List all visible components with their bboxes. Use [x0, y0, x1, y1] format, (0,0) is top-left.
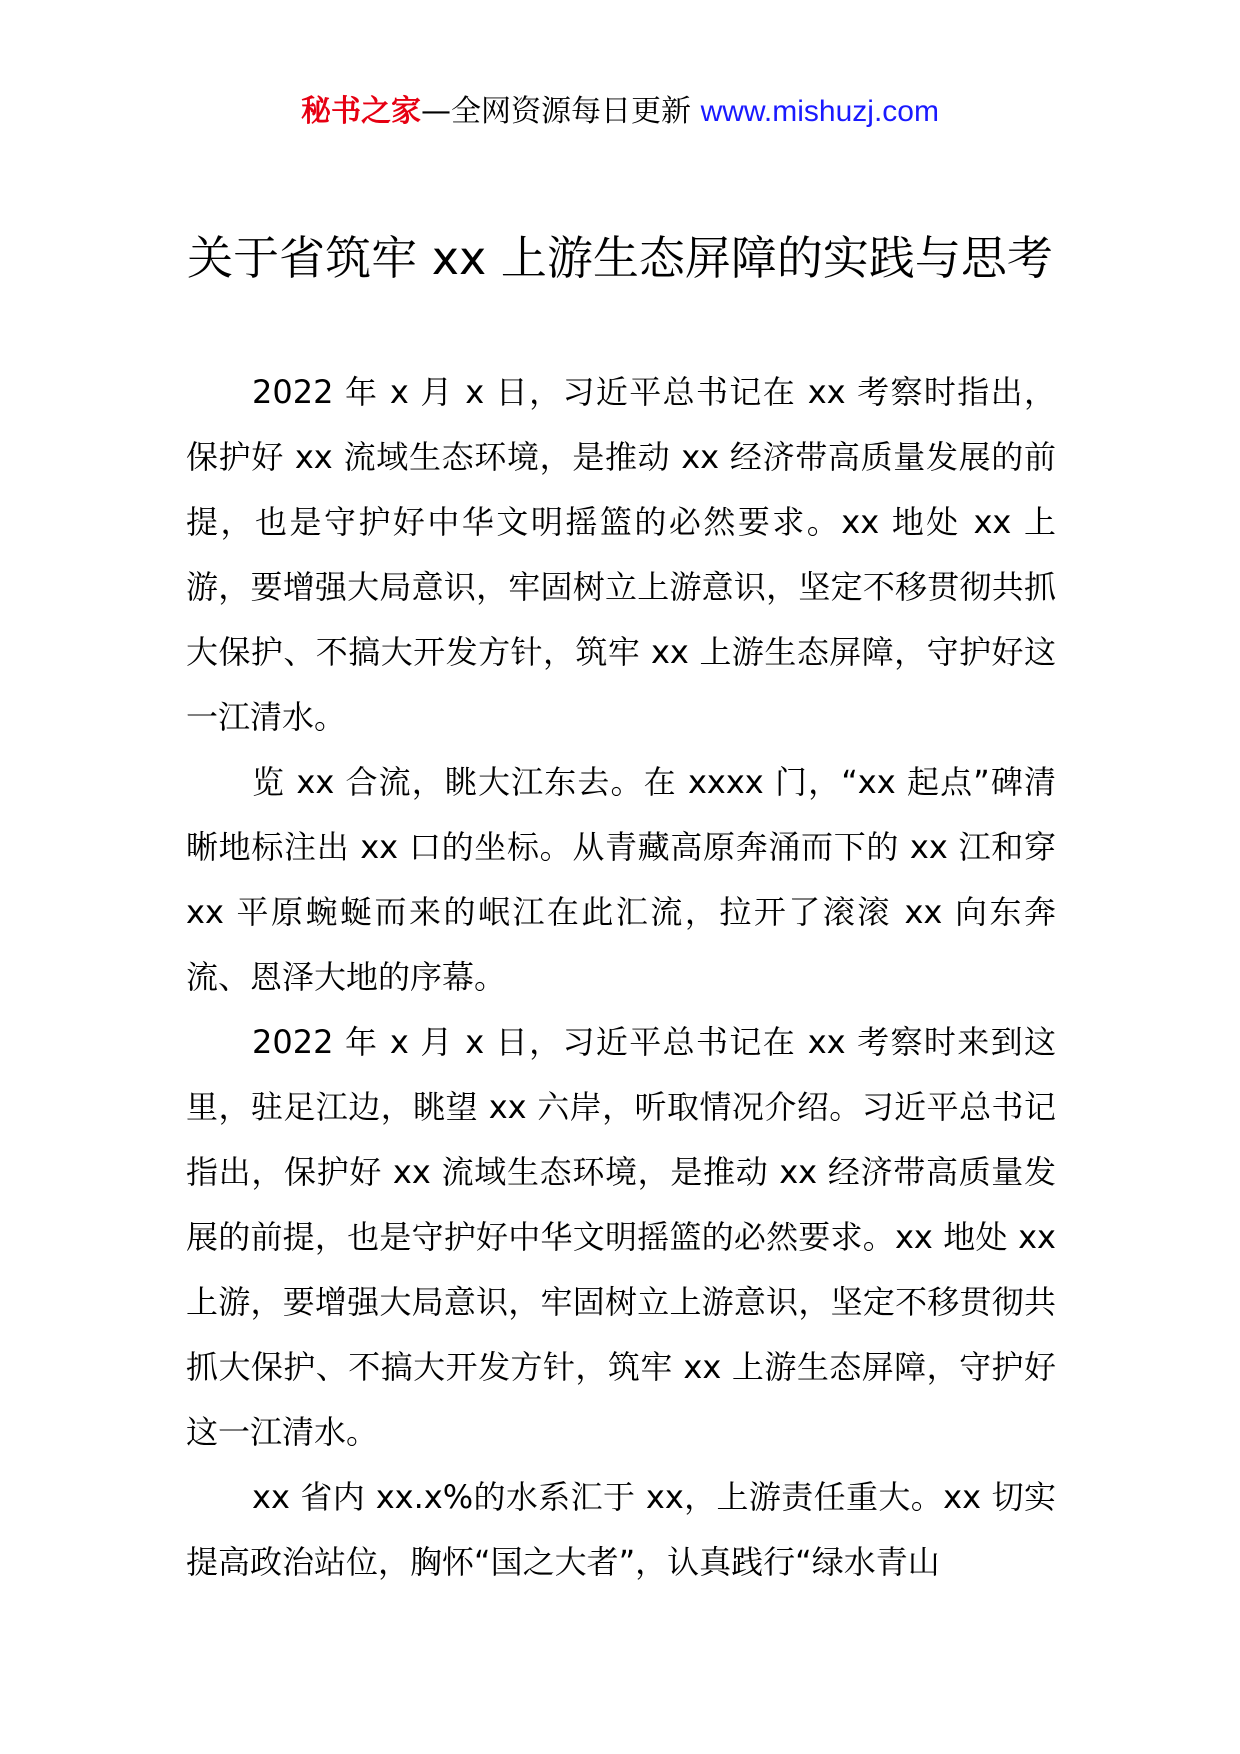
document-title: 关于省筑牢 xx 上游生态屏障的实践与思考	[187, 231, 1053, 285]
site-slogan: —全网资源每日更新	[421, 94, 692, 129]
paragraph: 2022 年 x 月 x 日，习近平总书记在 xx 考察时指出，保护好 xx 流域生态环境，是推动 xx 经济带高质量发展的前提，也是守护好中华文明摇篮的必然要求。xx 地处 xx 上游，要增强大局意识，牢固树立上游意识，坚定不移贯彻共抓大保护、不搞大开发方针，筑牢 xx 上游生态屏障，守护好这一江清水。	[186, 373, 1056, 736]
brand-name: 秘书之家	[301, 94, 422, 129]
paragraph: 览 xx 合流，眺大江东去。在 xxxx 门，“xx 起点”碑清晰地标注出 xx 口的坐标。从青藏高原奔涌而下的 xx 江和穿 xx 平原蜿蜒而来的岷江在此汇流，拉开了滚滚 xx 向东奔流、恩泽大地的序幕。	[186, 763, 1056, 996]
site-url-link[interactable]: www.mishuzj.com	[700, 95, 939, 128]
site-header	[0, 92, 1240, 132]
document-body	[186, 360, 1056, 1595]
paragraph: 2022 年 x 月 x 日，习近平总书记在 xx 考察时来到这里，驻足江边，眺望 xx 六岸，听取情况介绍。习近平总书记指出，保护好 xx 流域生态环境，是推动 xx 经济带高质量发展的前提，也是守护好中华文明摇篮的必然要求。xx 地处 xx 上游，要增强大局意识，牢固树立上游意识，坚定不移贯彻共抓大保护、不搞大开发方针，筑牢 xx 上游生态屏障，守护好这一江清水。	[186, 1023, 1056, 1451]
paragraph: xx 省内 xx.x%的水系汇于 xx，上游责任重大。xx 切实提高政治站位，胸怀“国之大者”，认真践行“绿水青山	[186, 1478, 1056, 1581]
